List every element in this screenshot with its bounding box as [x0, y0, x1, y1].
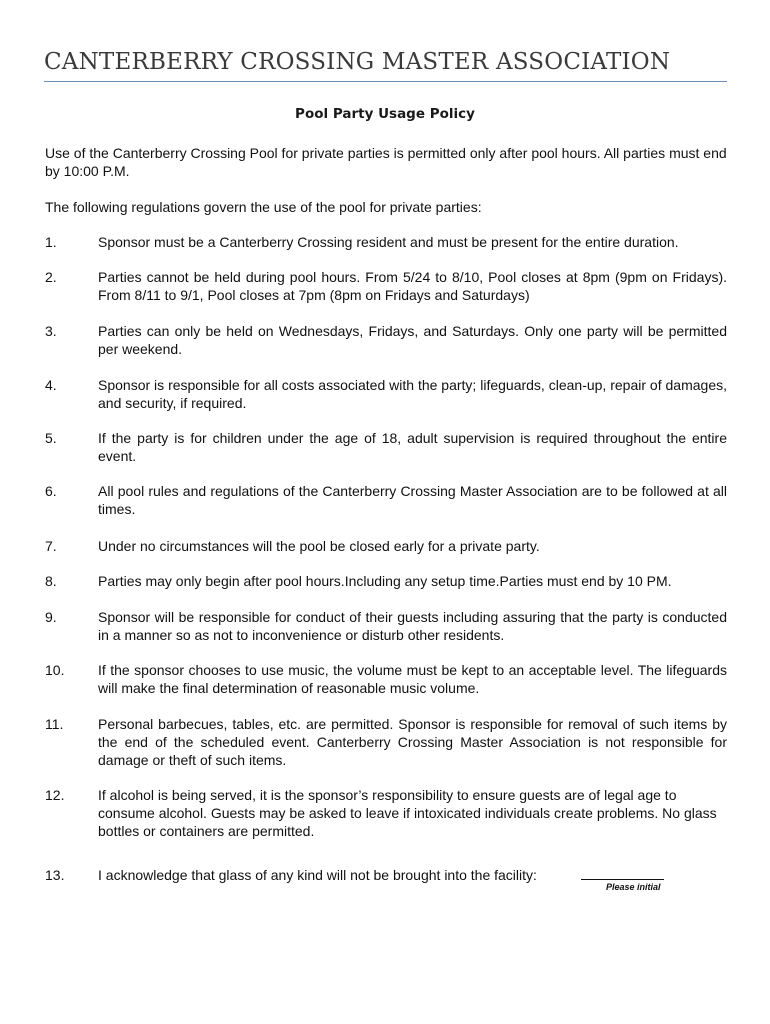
item-number: 2. [45, 269, 57, 285]
item-number: 1. [45, 234, 57, 250]
item-text: Personal barbecues, tables, etc. are permitted. Sponsor is responsible for removal of such items by the end of the scheduled event. Canterberry Crossing Master Association is not responsible for damage or theft of such items. [98, 716, 727, 768]
item-text: If the sponsor chooses to use music, the volume must be kept to an acceptable level. The lifeguards will make the final determination of reasonable music volume. [98, 662, 727, 696]
list-item [45, 608, 727, 644]
item-number: 12. [45, 787, 65, 803]
list-item [45, 572, 727, 590]
list-item [45, 429, 727, 465]
item-text: Parties may only begin after pool hours.Including any setup time.Parties must end by 10 PM. [98, 573, 672, 589]
item-text: Sponsor must be a Canterberry Crossing resident and must be present for the entire duration. [98, 234, 679, 250]
association-header: CANTERBERRY CROSSING MASTER ASSOCIATION [44, 49, 671, 75]
item-number: 11. [45, 716, 64, 732]
list-item [45, 715, 727, 769]
list-item [45, 537, 727, 555]
intro-paragraph: Use of the Canterberry Crossing Pool for private parties is permitted only after pool hours. All parties must end by 10:00 P.M. [45, 145, 727, 179]
item-text: If the party is for children under the age of 18, adult supervision is required throughout the entire event. [98, 430, 727, 464]
item-number: 5. [45, 430, 57, 446]
item-text: If alcohol is being served, it is the sponsor’s responsibility to ensure guests are of legal age to consume alcohol. Guests may be asked to leave if intoxicated individuals create problems. No glass bottles or containers are permitted. [98, 787, 717, 839]
item-text: Sponsor is responsible for all costs associated with the party; lifeguards, clean-up, repair of damages, and security, if required. [98, 377, 727, 411]
item-number: 9. [45, 609, 57, 625]
lead-paragraph: The following regulations govern the use of the pool for private parties: [45, 199, 482, 215]
item-number: 6. [45, 483, 57, 499]
item-text: Parties can only be held on Wednesdays, Fridays, and Saturdays. Only one party will be permitted per weekend. [98, 323, 727, 357]
item-number: 7. [45, 538, 57, 554]
initial-signature-line[interactable] [581, 879, 664, 880]
list-item [45, 661, 727, 697]
list-item [45, 786, 727, 840]
list-item [45, 268, 727, 304]
item-text: All pool rules and regulations of the Canterberry Crossing Master Association are to be followed at all times. [98, 483, 727, 517]
item-number: 10. [45, 662, 65, 678]
list-item [45, 482, 727, 518]
list-item [45, 322, 727, 358]
item-number: 13. [45, 867, 65, 883]
item-text: I acknowledge that glass of any kind will not be brought into the facility: [98, 867, 537, 883]
item-text: Parties cannot be held during pool hours. From 5/24 to 8/10, Pool closes at 8pm (9pm on Fridays). From 8/11 to 9/1, Pool closes at 7pm (8pm on Fridays and Saturdays) [98, 269, 727, 303]
item-number: 3. [45, 323, 57, 339]
policy-title: Pool Party Usage Policy [295, 106, 475, 122]
item-number: 8. [45, 573, 57, 589]
list-item [45, 376, 727, 412]
initial-label: Please initial [606, 882, 661, 892]
item-text: Sponsor will be responsible for conduct of their guests including assuring that the party is conducted in a manner so as not to inconvenience or disturb other residents. [98, 609, 727, 643]
header-divider [44, 81, 727, 82]
item-number: 4. [45, 377, 57, 393]
list-item [45, 233, 727, 251]
item-text: Under no circumstances will the pool be closed early for a private party. [98, 538, 540, 554]
